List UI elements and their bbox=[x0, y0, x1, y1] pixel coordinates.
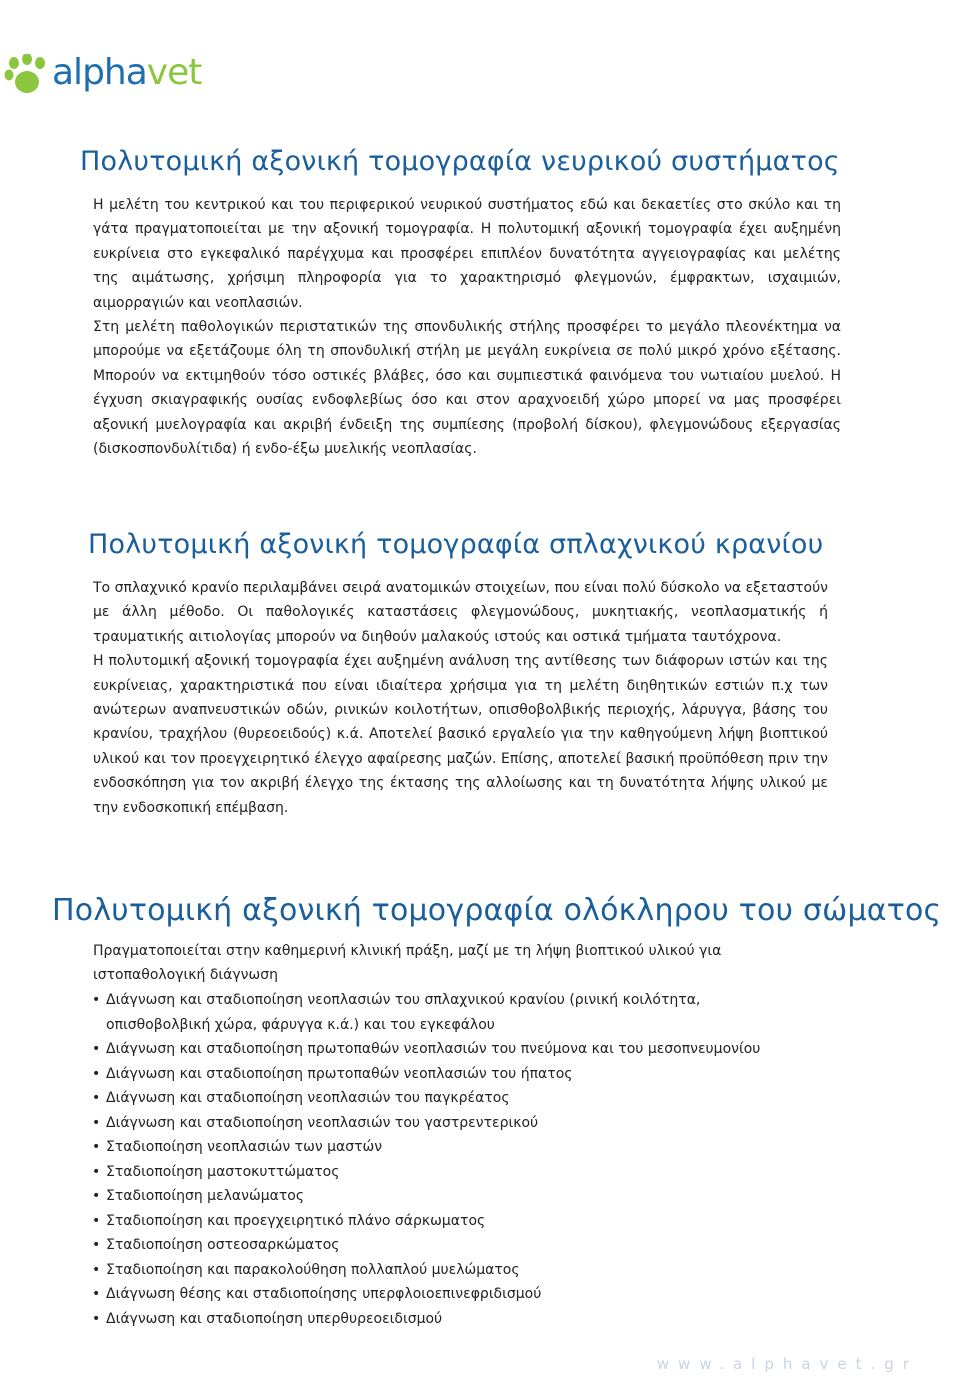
footer-website-link[interactable]: www.alphavet.gr bbox=[656, 1355, 918, 1373]
section-body-visceral-skull bbox=[93, 576, 828, 820]
list-item: • Διάγνωση και σταδιοποίηση υπερθυρεοειδισμού bbox=[92, 1307, 832, 1332]
list-item: • Διάγνωση και σταδιοποίηση πρωτοπαθών νεοπλασιών του ήπατος bbox=[92, 1062, 832, 1087]
list-item: • Σταδιοποίηση νεοπλασιών των μαστών bbox=[92, 1135, 832, 1160]
list-item: • Διάγνωση και σταδιοποίηση νεοπλασιών του σπλαχνικού κρανίου (ρινική κοιλότητα, οπισθοβολβική χώρα, φάρυγγα κ.ά.) και του εγκεφάλου bbox=[92, 988, 746, 1037]
list-item: • Σταδιοποίηση και παρακολούθηση πολλαπλού μυελώματος bbox=[92, 1258, 832, 1283]
list-item: • Διάγνωση και σταδιοποίηση νεοπλασιών του γαστρεντερικού bbox=[92, 1111, 832, 1136]
section-intro-whole-body: Πραγματοποιείται στην καθημερινή κλινική πράξη, μαζί με τη λήψη βιοπτικού υλικού για ιστοπαθολογική διάγνωση bbox=[93, 943, 722, 984]
list-item: • Σταδιοποίηση οστεοσαρκώματος bbox=[92, 1233, 832, 1258]
paragraph: Η πολυτομική αξονική τομογραφία έχει αυξημένη ανάλυση της αντίθεσης των διάφορων ιστών και της ευκρίνειας, χαρακτηριστικά που είναι ιδιαίτερα χρήσιμα για τη μελέτη διηθητικών εστιών π.χ των ανώτερων αναπνευστικών οδών, ρινικών κοιλοτήτων, οπισθοβολβικής περιοχής, λάρυγγα, βάσης του κρανίου, τραχήλου (θυρεοειδούς) κ.ά. Αποτελεί βασικό εργαλείο για την καθηγούμενη λήψη βιοπτικού υλικού και τον προεγχειρητικό έλεγχο αφαίρεσης μαζών. Επίσης, αποτελεί βασική προϋπόθεση πριν την ενδοσκόπηση για τον ακριβή έλεγχο της έκτασης της αλλοίωσης και τη δυνατότητα λήψης υλικού με την ενδοσκοπική επέμβαση. bbox=[93, 653, 828, 816]
paragraph: Στη μελέτη παθολογικών περιστατικών της σπονδυλικής στήλης προσφέρει το μεγάλο πλεονέκτημα να μπορούμε να εξετάζουμε όλη τη σπονδυλική στήλη με μεγάλη ευκρίνεια σε πολύ μικρό χρόνο εξέτασης. Μπορούν να εκτιμηθούν τόσο οστικές βλάβες, όσο και συμπιεστικά φαινόμενα του νωτιαίου μυελού. Η έγχυση σκιαγραφικής ουσίας ενδοφλεβίως όσο και στον αραχνοειδή χώρο μπορεί να μας προσφέρει αξονική μυελογραφία και ακριβή ένδειξη της συμπίεσης (προβολή δίσκου), φλεγμονώδους εξεργασίας (δισκοσπονδυλίτιδα) ή ενδο-έξω μυελικής νεοπλασίας. bbox=[93, 319, 841, 458]
list-item: • Σταδιοποίηση και προεγχειρητικό πλάνο σάρκωματος bbox=[92, 1209, 832, 1234]
paragraph: Η μελέτη του κεντρικού και του περιφερικού νευρικού συστήματος εδώ και δεκαετίες στο σκύλο και τη γάτα πραγματοποιείται με την αξονική τομογραφία. Η πολυτομική αξονική τομογραφία έχει αυξημένη ευκρίνεια στο εγκεφαλικό παρέγχυμα και προσφέρει επιπλέον δυνατότητα αγγειογραφίας και μελέτης της αιμάτωσης, χρήσιμη πληροφορία για το χαρακτηρισμό φλεγμονών, έμφρακτων, ισχαιμιών, αιμορραγιών και νεοπλασιών. bbox=[93, 197, 841, 311]
section-title-visceral-skull: Πολυτομική αξονική τομογραφία σπλαχνικού κρανίου bbox=[88, 529, 824, 560]
indications-list bbox=[92, 988, 832, 1331]
paw-icon bbox=[4, 54, 50, 96]
paragraph: Το σπλαχνικό κρανίο περιλαμβάνει σειρά ανατομικών στοιχείων, που είναι πολύ δύσκολο να εξεταστούν με άλλη μέθοδο. Οι παθολογικές καταστάσεις φλεγμονώδους, μυκητιακής, νεοπλασματικής ή τραυματικής αιτιολογίας μπορούν να διηθούν μαλακούς ιστούς και οστικά τμήματα ταυτόχρονα. bbox=[93, 580, 828, 645]
list-item: • Διάγνωση και σταδιοποίηση πρωτοπαθών νεοπλασιών του πνεύμονα και του μεσοπνευμονίου bbox=[92, 1037, 832, 1062]
brand-logo bbox=[4, 50, 244, 100]
brand-wordmark bbox=[52, 52, 202, 93]
brand-wordmark-vet: vet bbox=[146, 52, 202, 93]
list-item: • Διάγνωση και σταδιοποίηση νεοπλασιών του παγκρέατος bbox=[92, 1086, 832, 1111]
section-body-nervous-system bbox=[93, 193, 841, 461]
section-title-whole-body: Πολυτομική αξονική τομογραφία ολόκληρου του σώματος bbox=[52, 893, 942, 928]
brand-wordmark-alpha: alpha bbox=[52, 52, 147, 93]
list-item: • Σταδιοποίηση μαστοκυττώματος bbox=[92, 1160, 832, 1185]
section-title-nervous-system: Πολυτομική αξονική τομογραφία νευρικού συστήματος bbox=[80, 146, 840, 177]
list-item: • Διάγνωση θέσης και σταδιοποίησης υπερφλοιοεπινεφριδισμού bbox=[92, 1282, 832, 1307]
list-item: • Σταδιοποίηση μελανώματος bbox=[92, 1184, 832, 1209]
